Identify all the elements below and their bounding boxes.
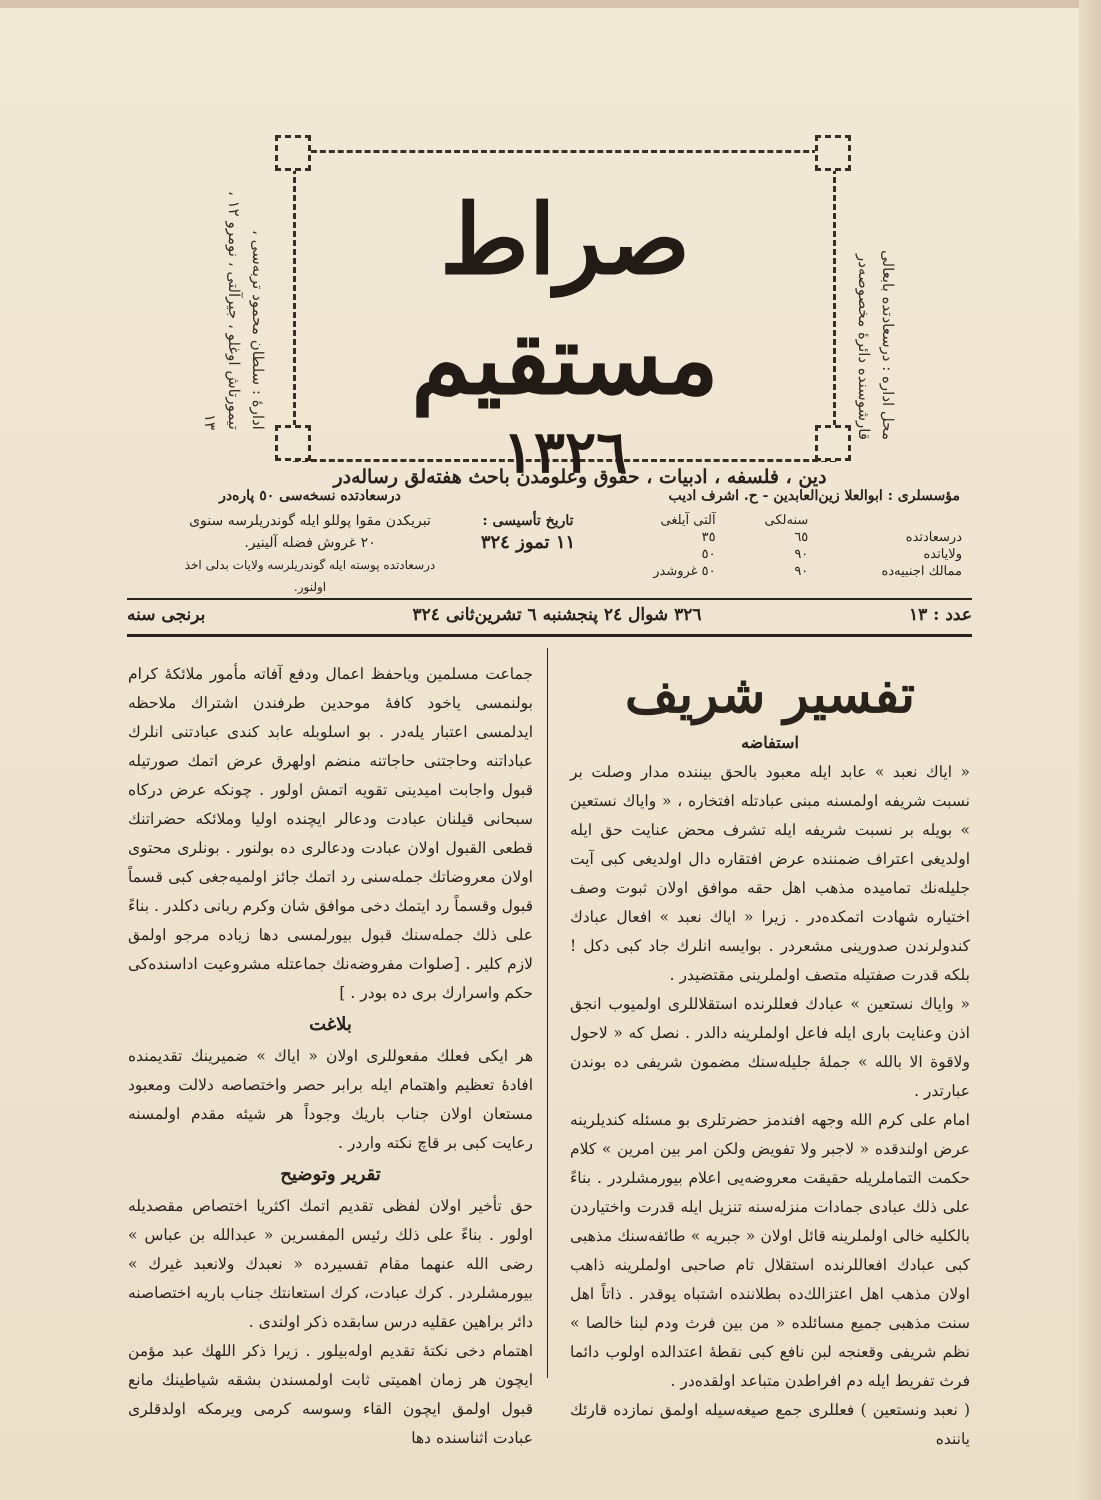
founders-names: ابوالعلا زين‌العابدين - ح. اشرف اديب: [668, 488, 883, 504]
price-header: آلتی آيلغی: [660, 513, 716, 528]
article-title: تفسير شريف: [624, 664, 916, 725]
paragraph: اهتمام دخی نكته‌ٔ تقديم اوله‌بيلور . زيرا ذكر اللهك عبد مؤمن ايچون هر زمان اهميتی ثابت اولمسندن بشقه شياطينك مانع قبول اولمق ايچون القاء وسوسه كرمی ويرمكه اولدقلری عبادت اثناسنده دها: [128, 1342, 533, 1447]
founded-block: [448, 510, 608, 554]
issue-bar: [127, 605, 972, 631]
article-right: [570, 660, 970, 1454]
paragraph: هر ايكی فعلك مفعوللری اولان « اياك » ضميرينك تقديمنده افادهٔ تعظيم واهتمام ايله برابر حصر واختصاصه دلالت ومعبود مستعان اولان جناب باريك وجوداً هر شيئه مقدم اولمسنه رعايت كبی بر قاچ نكته واردر .: [128, 1047, 533, 1152]
price-year: ٩٠: [794, 547, 809, 562]
price-row: [598, 529, 968, 546]
paragraph: جماعت مسلمين وياحفظ اعمال ودفع آفاته مأمور ملائكهٔ كرام بولنمسی ياخود كافهٔ موحدين طرفندن اشتراك ملاحظه ايدلمسی اعتبار يله‌در . بو اسلوبله عابد كندی عبادتنی انلرك عباداتنه وحاجتنی حاجاتنه منضم اولهرق عرض اتمك صورتيله قبول واجابت اميدينی تقويه اتمش اولور . چونكه عرض دركاه سبحانی قيلنان عبادت ودعالر ايچنده اوليا وملائكه حضراتنك قطعی القبول اولان عبادت ودعالری ده بولنور . بونلری محتوی اولان معروضاتك جمله‌سنی رد اتمك جائز اولميه‌جغی كبی قسماً قبول وقسماً رد ايتمك دخی موافق شان وكرم ربانی دكلدر . بناءً علی ذلك جمله‌سنك قبول بيورلمسی دها زياده مرجو اولمق لازم كلير . [صلوات مفروضه‌نك جماعتله مشروعيت اداسنده‌كی حكم واسرارك بری ده بودر . ]: [128, 665, 533, 1002]
price-row: [598, 563, 968, 580]
copy-price: درسعادتده نسخه‌سی ٥٠ پاره‌در: [219, 488, 401, 504]
column-divider: [547, 648, 548, 1378]
price-half: ٥٠: [701, 547, 716, 562]
masthead-subtitle: دين ، فلسفه ، ادبيات ، حقوق وعلومدن باحث هفته‌لق رساله‌در: [333, 466, 827, 488]
section-title-taqrir: تقرير وتوضيح: [280, 1164, 381, 1185]
price-region: ممالك اجنبيه‌ده: [881, 564, 962, 579]
page-edge-top: [0, 0, 1101, 8]
article-left: [128, 660, 533, 1453]
paragraph: ( نعبد ونستعين ) فعللری جمع صيغه‌سيله اولمق نمازده قارئك ياننده: [570, 1401, 970, 1448]
price-year: ٩٠: [794, 564, 809, 579]
issue-number: عدد : ١٣: [908, 605, 972, 625]
rule-bottom: [127, 634, 972, 637]
frame-corner-top-right: [815, 135, 851, 171]
paragraph: « اياك نعبد » عابد ايله معبود بالحق بيننده مدار وصلت بر نسبت شريفه اولمسنه مبنی عبادتله افتخاره ، « واياك نستعين » بويله بر نسبت شريفه ايله تشرف محض عنايت حق ايله اولديغی اعتراف ضمننده عرض افتقاره دال اولديغی كبی آيت جليله‌نك تماميده مذهب اهل حقه موافق اولان ثبوت وصف اختياره شهادت اتمكده‌در . زيرا « اياك نعبد » افعال عبادك كندولرندن صدورينی مشعردر . بوايسه انلرك جاد كبی دكل ! بلكه قدرت صفتيله متصف اولملرينی مقتضيدر .: [570, 763, 970, 984]
price-header: [814, 512, 968, 529]
masthead-title: صراط مستقيم: [411, 183, 719, 416]
frame-corner-top-left: [275, 135, 311, 171]
distribution-note: درسعادتده پوسته ايله گوندريلرسه ولايات بدلی اخذ اولنور.: [184, 558, 436, 594]
masthead-year: ١٣٢٦: [502, 418, 628, 486]
rule-top: [127, 598, 972, 600]
issue-date: ٣٢٦ شوال ٢٤ پنجشنبه ٦ تشرين‌ثانی ٣٢٤: [412, 605, 702, 625]
price-half: ٥٠ غروشدر: [653, 564, 716, 579]
article-subtitle: استفاضه: [741, 733, 799, 752]
founders-label: مؤسسلری :: [887, 488, 960, 504]
side-note-left: ادارهٔ : سلطان محمود تربه‌سی ، تيمورتاش اوغلو ، جيرآلتی ، نومرو ١٢ ، ١٣: [201, 191, 267, 430]
founded-label: تاريخ تأسيسی :: [482, 513, 574, 529]
price-header-row: [598, 512, 968, 529]
founded-date: ١١ تموز ٣٢٤: [480, 532, 576, 553]
price-header: سنه‌لكی: [764, 513, 809, 528]
page-edge-right: [1079, 0, 1101, 1500]
issue-volume: برنجی سنه: [127, 605, 206, 625]
frame-corner-bottom-left: [275, 425, 311, 461]
frame-corner-bottom-right: [815, 425, 851, 461]
price-region: درسعادتده: [905, 530, 962, 545]
paragraph: امام علی كرم الله وجهه افندمز حضرتلری بو مسئله كنديلرينه عرض اولندقده « لاجبر ولا تفويض ولكن امر بين امرين » كلام حكمت التماملريله حقيقت معروضه‌يی اعلام بيورمشلردر . بناءً علی ذلك عبادی جمادات منزله‌سنه تنزيل ايله قدرت واختياردن بالكليه خالی اولملرينه قائل اولان « جبريه » طائفه‌سنك مذهبی كبی عبادك افعاللرنده استقلال تام صاحبی اولملرينه ذاهب اولان مذهب اهل اعتزالك‌ده بطلاننده اشتباه يوقدر . ذاتاً اهل سنت مذهبی جميع مسائلده « من بين فرث ودم لبنا خالصا » نظم شريفی وقعنجه لبن نافع كبی نقطهٔ اعتدالده اولوب دائما فرث تفريط ايله دم افراطدن متباعد اولقده‌در .: [570, 1111, 970, 1390]
price-half: ٣٥: [701, 530, 716, 545]
price-row: [598, 546, 968, 563]
price-region: ولاياتده: [923, 547, 962, 562]
paragraph: حق تأخير اولان لفظی تقديم اتمك اكثريا اختصاص مقصديله اولور . بناءً علی ذلك رئيس المفسرين « عبدالله بن عباس » رضی الله عنهما مقام تفسيرده « نعبدك ولانعبد غيرك » بيورمشلردر . كرك عبادت، كرك استعانتك جناب باريه اختصاصنه دائر براهين عقليه درس سابقده ذكر اولندی .: [128, 1197, 533, 1331]
rate-note: تبريكدن مقوا پوللو ايله گوندريلرسه سنوی ٢٠ غروش فضله آلينير.: [189, 513, 431, 551]
subscription-prices: [598, 512, 968, 580]
section-title-balaghat: بلاغت: [309, 1014, 352, 1035]
price-year: ٦٥: [794, 530, 809, 545]
side-note-right: محل اداره : درسعادتده بابعالی قارشوسنده دائرهٔ مخصوصه‌در: [855, 249, 897, 440]
founders: [520, 485, 960, 507]
paragraph: « واياك نستعين » عبادك فعللرنده استقلاللری اولميوب انجق اذن وعنايت باری ايله فاعل اولملرينه دالدر . نصل كه « لاحول ولاقوة الا بالله » جملهٔ جليله‌سنك مضمون شريفی ده بوندن عبارتدر .: [570, 995, 970, 1100]
